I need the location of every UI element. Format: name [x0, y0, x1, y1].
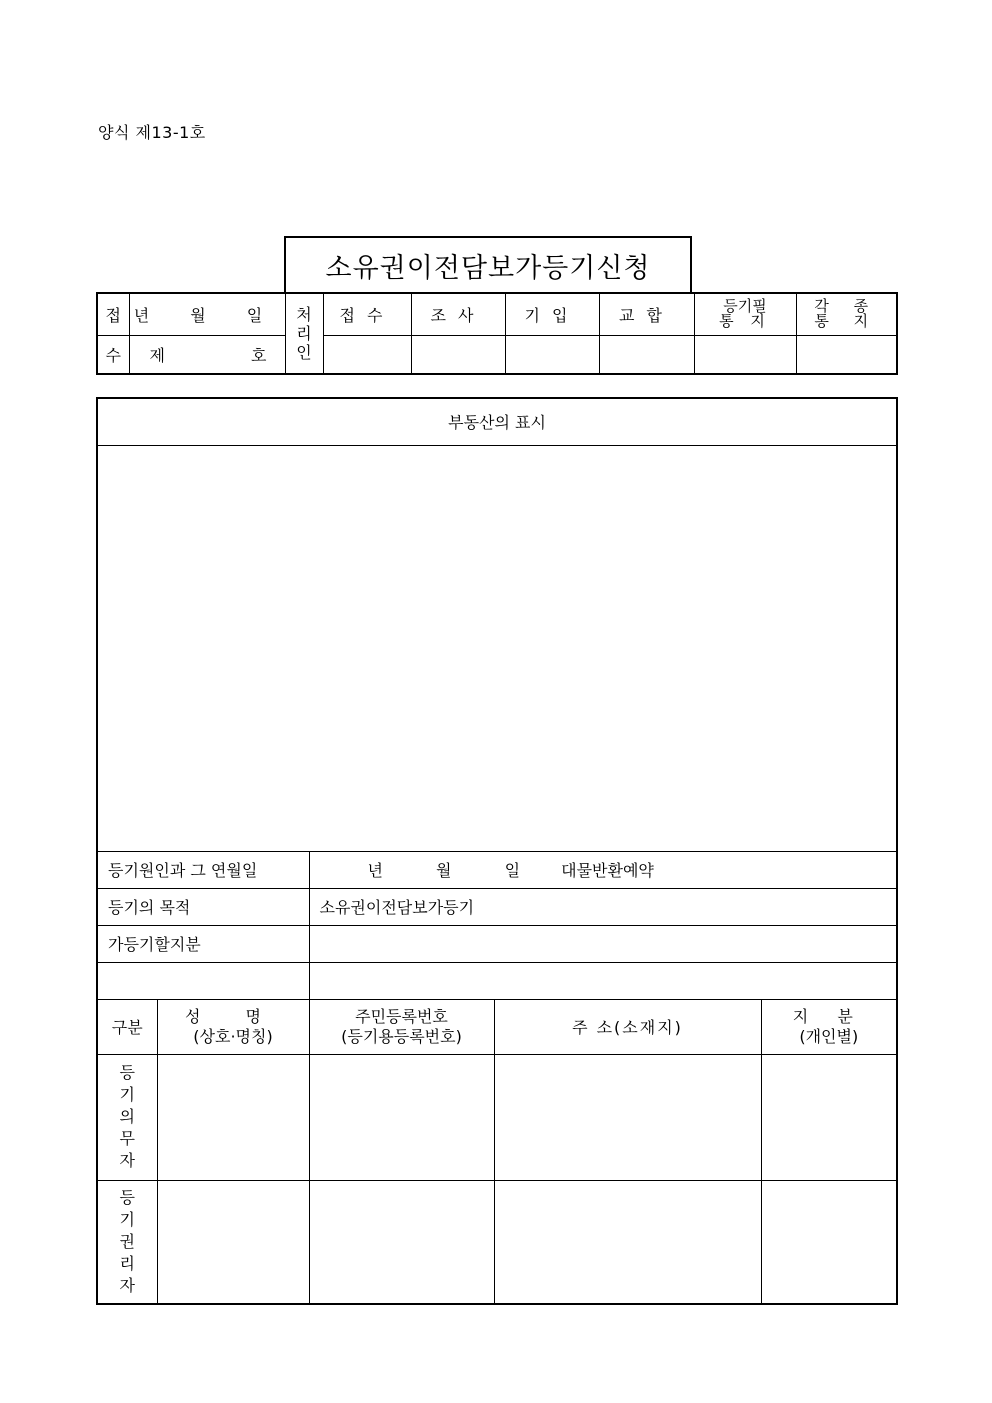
cell-notice-2[interactable] — [796, 335, 897, 374]
property-header: 부동산의 표시 — [97, 398, 897, 445]
cause-date-label: 등기원인과 그 연월일 — [97, 851, 309, 888]
obligee-char-3: 권 — [119, 1231, 135, 1251]
col-verification: 교합 — [599, 293, 694, 335]
notice-1-line2: 통 지 — [719, 312, 771, 331]
notice-registration-complete — [694, 293, 796, 335]
col-receipt: 접수 — [323, 293, 411, 335]
name-header — [157, 999, 309, 1054]
form-title: 소유권이전담보가등기신청 — [284, 236, 692, 293]
share-value[interactable] — [309, 925, 897, 962]
notice-2-line2: 통 지 — [814, 312, 879, 331]
obligor-name[interactable] — [157, 1054, 309, 1180]
obligee-address[interactable] — [494, 1180, 761, 1304]
share-label: 가등기할지분 — [97, 925, 309, 962]
purpose-label: 등기의 목적 — [97, 888, 309, 925]
cell-entry[interactable] — [505, 335, 599, 374]
address-header: 주 소(소재지) — [494, 999, 761, 1054]
application-table — [96, 397, 898, 1305]
form-number: 양식 제13-1호 — [98, 123, 206, 142]
cell-verification[interactable] — [599, 335, 694, 374]
category-header: 구분 — [97, 999, 157, 1054]
property-description-area[interactable] — [97, 445, 897, 851]
reception-date-label: 년 월 일 — [129, 293, 285, 335]
obligor-char-1: 등 — [119, 1063, 135, 1082]
blank-label — [97, 962, 309, 999]
processor-label-text: 처리인 — [296, 305, 312, 362]
notice-2-line1: 각 종 — [814, 297, 879, 316]
name-header-line1: 성 명 — [185, 1006, 281, 1026]
obligee-share[interactable] — [761, 1180, 897, 1304]
notice-various — [796, 293, 897, 335]
obligee-char-1: 등 — [119, 1187, 135, 1207]
cell-inspection[interactable] — [411, 335, 505, 374]
obligee-char-2: 기 — [119, 1209, 135, 1229]
cell-receipt[interactable] — [323, 335, 411, 374]
cause-text: 대물반환예약 — [561, 861, 654, 880]
obligee-label — [97, 1180, 157, 1304]
number-suffix: 호 — [251, 345, 267, 365]
obligor-label — [97, 1054, 157, 1180]
obligor-char-5: 자 — [119, 1151, 135, 1170]
cause-date-value[interactable] — [309, 851, 897, 888]
obligee-char-5: 자 — [119, 1275, 135, 1295]
share-header — [761, 999, 897, 1054]
share-header-line1: 지 분 — [792, 1006, 865, 1026]
obligor-char-2: 기 — [119, 1085, 135, 1104]
obligor-char-4: 무 — [119, 1129, 135, 1148]
obligor-share[interactable] — [761, 1054, 897, 1180]
notice-1-line1: 등기필 — [723, 297, 767, 316]
purpose-value[interactable]: 소유권이전담보가등기 — [309, 888, 897, 925]
obligor-id[interactable] — [309, 1054, 494, 1180]
col-entry: 기입 — [505, 293, 599, 335]
cause-date: 년 월 일 — [367, 861, 545, 880]
cell-notice-1[interactable] — [694, 335, 796, 374]
obligee-char-4: 리 — [119, 1253, 135, 1273]
blank-value[interactable] — [309, 962, 897, 999]
obligee-name[interactable] — [157, 1180, 309, 1304]
number-prefix: 제 — [149, 345, 165, 365]
obligor-char-3: 의 — [119, 1107, 135, 1126]
obligee-id[interactable] — [309, 1180, 494, 1304]
reception-label-bottom: 수 — [97, 335, 129, 374]
id-header-line2: (등기용등록번호) — [341, 1026, 462, 1046]
reception-table — [96, 292, 898, 375]
id-header — [309, 999, 494, 1054]
reception-label-top: 접 — [97, 293, 129, 335]
share-header-line2: (개인별) — [799, 1026, 859, 1046]
obligor-address[interactable] — [494, 1054, 761, 1180]
reception-number[interactable] — [129, 335, 285, 374]
id-header-line1: 주민등록번호 — [355, 1006, 448, 1026]
name-header-line2: (상호·명칭) — [193, 1026, 273, 1046]
processor-label — [285, 293, 323, 374]
col-inspection: 조사 — [411, 293, 505, 335]
